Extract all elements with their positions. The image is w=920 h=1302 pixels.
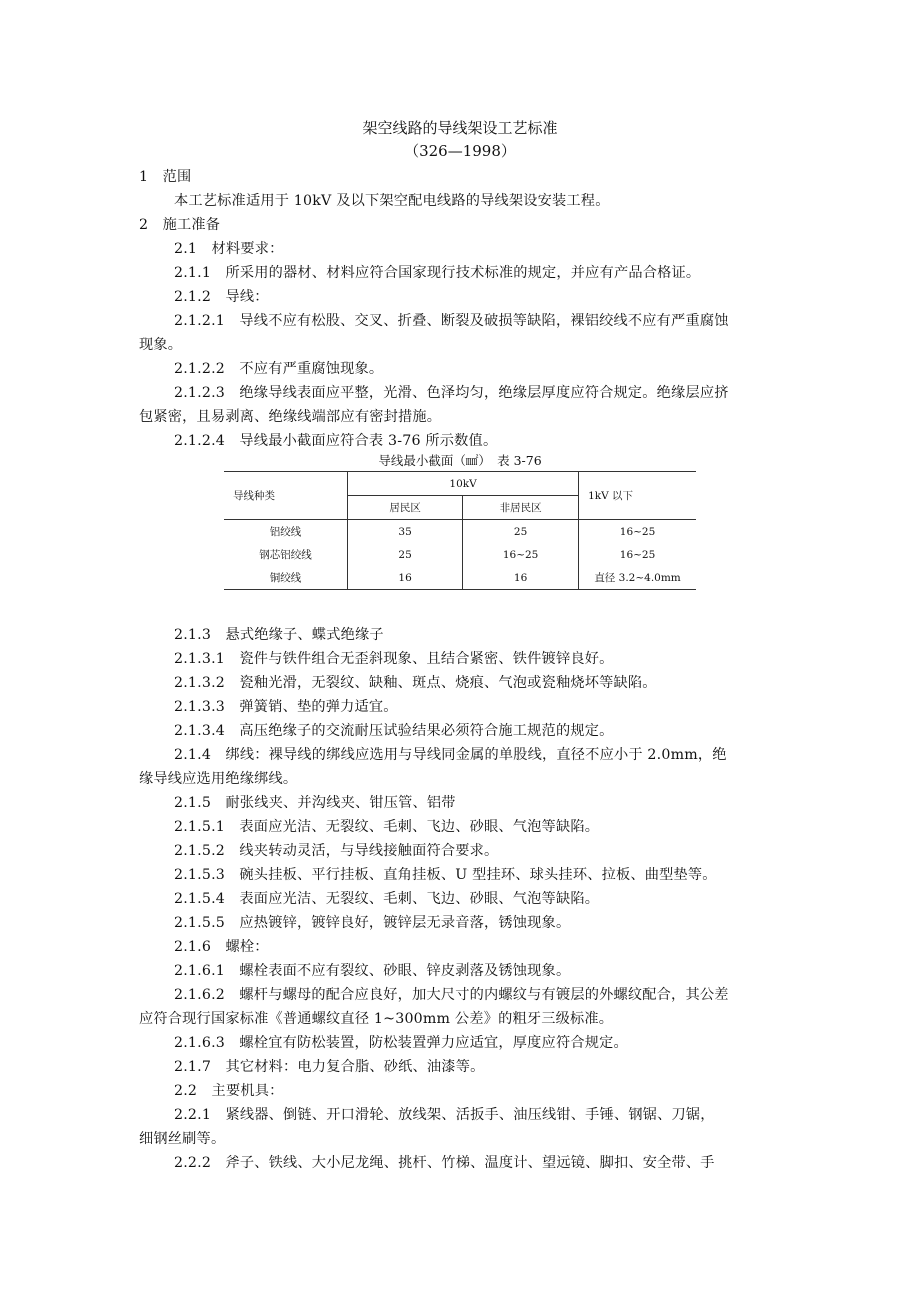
cell-non-resident: 25: [463, 520, 579, 544]
cell-type: 铜绞线: [224, 566, 348, 590]
paragraph-line: 2.1.3.3 弹簧销、垫的弹力适宜。: [174, 699, 398, 715]
subsection-heading: 2.1.6 螺栓：: [174, 939, 269, 955]
paragraph-line: 本工艺标准适用于 10kV 及以下架空配电线路的导线架设安装工程。: [174, 193, 610, 209]
subsection-heading: 2.2 主要机具：: [174, 1083, 284, 1099]
paragraph-line: 2.1.6.1 螺栓表面不应有裂纹、砂眼、锌皮剥落及锈蚀现象。: [174, 963, 571, 979]
document-title: 架空线路的导线架设工艺标准: [362, 119, 558, 137]
paragraph-line: 2.1.7 其它材料：电力复合脂、砂纸、油漆等。: [174, 1059, 485, 1075]
paragraph-line: 2.1.4 绑线：裸导线的绑线应选用与导线同金属的单股线，直径不应小于 2.0mm，绝: [174, 747, 727, 763]
paragraph-line: 2.2.2 斧子、铁线、大小尼龙绳、挑杆、竹梯、温度计、望远镜、脚扣、安全带、手: [174, 1155, 715, 1171]
table-header-row: [224, 472, 696, 496]
cell-below-1kv: 16~25: [579, 543, 696, 566]
paragraph-line: 2.1.2.2 不应有严重腐蚀现象。: [174, 361, 384, 377]
paragraph-line: 2.1.6.2 螺杆与螺母的配合应良好，加大尺寸的内螺纹与有镀层的外螺纹配合，其公差: [174, 987, 729, 1003]
table-caption: 导线最小截面（㎟） 表 3-76: [378, 453, 542, 468]
section-heading: 2 施工准备: [139, 217, 221, 233]
paragraph-line: 2.1.2.4 导线最小截面应符合表 3-76 所示数值。: [174, 433, 498, 449]
paragraph-line: 细钢丝刷等。: [139, 1131, 226, 1147]
cell-non-resident: 16: [463, 566, 579, 590]
header-resident: 居民区: [348, 496, 463, 520]
paragraph-line: 2.1.3.2 瓷釉光滑，无裂纹、缺釉、斑点、烧痕、气泡或瓷釉烧坏等缺陷。: [174, 675, 657, 691]
paragraph-line: 2.1.2 导线：: [174, 289, 269, 305]
subsection-heading: 2.1.5 耐张线夹、并沟线夹、钳压管、铝带: [174, 795, 456, 811]
table-row: [224, 543, 696, 566]
paragraph-line: 现象。: [139, 337, 183, 353]
paragraph-line: 2.1.3.4 高压绝缘子的交流耐压试验结果必须符合施工规范的规定。: [174, 723, 614, 739]
subsection-heading: 2.1.3 悬式绝缘子、蝶式绝缘子: [174, 627, 384, 643]
paragraph-line: 2.2.1 紧线器、倒链、开口滑轮、放线架、活扳手、油压线钳、手锤、钢锯、刀锯，: [174, 1107, 715, 1123]
header-non-resident: 非居民区: [463, 496, 579, 520]
paragraph-line: 2.1.5.3 碗头挂板、平行挂板、直角挂板、U 型挂环、球头挂环、拉板、曲型垫等。: [174, 867, 717, 883]
cell-type: 钢芯铝绞线: [259, 549, 312, 561]
min-cross-section-table: [224, 471, 696, 590]
paragraph-line: 应符合现行国家标准《普通螺纹直径 1~300mm 公差》的粗牙三级标准。: [139, 1011, 614, 1027]
paragraph-line: 2.1.1 所采用的器材、材料应符合国家现行技术标准的规定，并应有产品合格证。: [174, 265, 701, 281]
cell-resident: 35: [348, 520, 463, 544]
paragraph-line: 2.1.5.2 线夹转动灵活，与导线接触面符合要求。: [174, 843, 499, 859]
header-10kv: 10kV: [348, 472, 579, 496]
paragraph-line: 缘导线应选用绝缘绑线。: [139, 771, 298, 787]
paragraph-line: 包紧密，且易剥离、绝缘线端部应有密封措施。: [139, 409, 442, 425]
cell-below-1kv: 16~25: [579, 520, 696, 544]
paragraph-line: 2.1.2.3 绝缘导线表面应平整，光滑、色泽均匀，绝缘层厚度应符合规定。绝缘层应挤: [174, 385, 729, 401]
cell-resident: 25: [348, 543, 463, 566]
paragraph-line: 2.1.2.1 导线不应有松股、交叉、折叠、断裂及破损等缺陷，裸铝绞线不应有严重腐蚀: [174, 313, 729, 329]
document-subtitle: （326—1998）: [404, 142, 516, 160]
cell-resident: 16: [348, 566, 463, 590]
cell-type: 铝绞线: [224, 520, 348, 544]
cell-below-1kv: 直径 3.2~4.0mm: [579, 566, 696, 590]
paragraph-line: 2.1.3.1 瓷件与铁件组合无歪斜现象、且结合紧密、铁件镀锌良好。: [174, 651, 614, 667]
paragraph-line: 2.1.6.3 螺栓宜有防松装置，防松装置弹力应适宜，厚度应符合规定。: [174, 1035, 628, 1051]
table-row: [224, 520, 696, 544]
header-conductor-type: 导线种类: [224, 472, 348, 520]
paragraph-line: 2.1.5.5 应热镀锌，镀锌良好，镀锌层无录音落，锈蚀现象。: [174, 915, 571, 931]
table-row: [224, 566, 696, 590]
paragraph-line: 2.1.5.4 表面应光洁、无裂纹、毛刺、飞边、砂眼、气泡等缺陷。: [174, 891, 600, 907]
paragraph-line: 2.1.5.1 表面应光洁、无裂纹、毛刺、飞边、砂眼、气泡等缺陷。: [174, 819, 600, 835]
cell-non-resident: 16~25: [463, 543, 579, 566]
subsection-heading: 2.1 材料要求：: [174, 241, 284, 257]
section-heading: 1 范围: [139, 169, 192, 185]
header-below-1kv: 1kV 以下: [579, 472, 696, 520]
